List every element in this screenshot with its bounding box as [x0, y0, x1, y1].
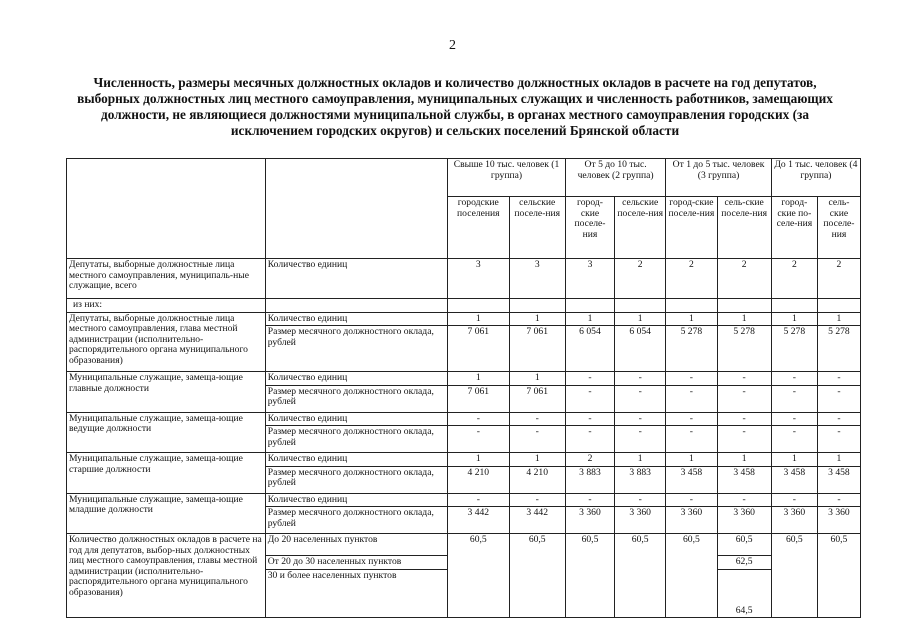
value-cell: 3	[565, 259, 614, 299]
table-row	[67, 299, 861, 313]
value-cell: 3 360	[565, 507, 614, 534]
value-cell: -	[666, 493, 717, 507]
value-cell: -	[666, 385, 717, 412]
row-label: Муниципальные служащие, замеща-ющие главные должности	[67, 372, 266, 413]
value-cell: 1	[448, 372, 509, 386]
value-cell: -	[771, 426, 817, 453]
value-cell: -	[717, 385, 771, 412]
value-cell: 5 278	[717, 326, 771, 372]
value-cell: -	[509, 493, 565, 507]
subheader-cell: сель-ские поселе-ния	[817, 197, 860, 259]
subheader-cell: город-ские по-селе-ния	[771, 197, 817, 259]
empty-cell	[565, 299, 614, 313]
value-cell: -	[717, 426, 771, 453]
value-cell: 6 054	[615, 326, 666, 372]
indicator-label: 30 и более населенных пунктов	[265, 570, 447, 618]
value-cell: 1	[717, 453, 771, 467]
group-header: От 5 до 10 тыс. человек (2 группа)	[565, 159, 665, 197]
value-cell: -	[771, 412, 817, 426]
value-cell: -	[565, 412, 614, 426]
value-cell: 2	[565, 453, 614, 467]
value-cell: 1	[771, 453, 817, 467]
value-cell: 7 061	[509, 385, 565, 412]
value-cell: -	[771, 385, 817, 412]
value-cell: -	[717, 372, 771, 386]
value-cell: -	[615, 493, 666, 507]
value-cell: -	[817, 412, 860, 426]
value-cell: 7 061	[509, 326, 565, 372]
value-cell: 1	[771, 312, 817, 326]
value-cell: 60,5	[666, 534, 717, 618]
row-label: Муниципальные служащие, замеща-ющие старшие должности	[67, 453, 266, 494]
value-cell: 3 883	[565, 466, 614, 493]
value-cell: -	[771, 493, 817, 507]
value-cell: -	[615, 426, 666, 453]
value-cell: 3 458	[666, 466, 717, 493]
value-cell: -	[448, 412, 509, 426]
value-cell: -	[817, 426, 860, 453]
value-cell: -	[448, 493, 509, 507]
value-cell: 7 061	[448, 385, 509, 412]
salary-table	[66, 158, 861, 618]
value-cell: 1	[448, 453, 509, 467]
subheader-cell: сельские поселе-ния	[509, 197, 565, 259]
value-cell: 3 360	[666, 507, 717, 534]
value-cell: 60,5	[817, 534, 860, 618]
value-cell: 4 210	[448, 466, 509, 493]
value-cell: 60,5	[771, 534, 817, 618]
indicator-label: Размер месячного должностного оклада, рублей	[265, 426, 447, 453]
page-number: 2	[449, 38, 456, 53]
empty-cell	[817, 299, 860, 313]
value-cell: -	[666, 372, 717, 386]
value-cell: 1	[717, 312, 771, 326]
group-header: Свыше 10 тыс. человек (1 группа)	[448, 159, 566, 197]
value-cell: 1	[509, 453, 565, 467]
row-label: Депутаты, выборные должностные лица местного самоуправления, муниципаль-ные служащие, всего	[67, 259, 266, 299]
group-header: От 1 до 5 тыс. человек (3 группа)	[666, 159, 772, 197]
row-label: Депутаты, выборные должностные лица местного самоуправления, глава местной администрации (исполнительно-распорядительного органа муниципального образования)	[67, 312, 266, 372]
indicator-label: Количество единиц	[265, 453, 447, 467]
value-cell: -	[615, 412, 666, 426]
value-cell: 60,5	[717, 534, 771, 556]
value-cell: -	[817, 372, 860, 386]
row-label: Муниципальные служащие, замеща-ющие младшие должности	[67, 493, 266, 534]
header-empty-2	[265, 159, 447, 259]
value-cell: 6 054	[565, 326, 614, 372]
value-cell: -	[448, 426, 509, 453]
indicator-label: Размер месячного должностного оклада, рублей	[265, 466, 447, 493]
value-cell: 1	[615, 312, 666, 326]
table-row	[67, 372, 861, 386]
table-row	[67, 259, 861, 299]
indicator-label: Количество единиц	[265, 493, 447, 507]
document-title: Численность, размеры месячных должностных окладов и количество должностных окладов в расчете на год депутатов, выборных должностных лиц местного самоуправления, муниципальных служащих и численность работников, замещающих должности, не являющиеся должностями муниципальной службы, в органах местного самоуправления городских (за исключением городских округов) и сельских поселений Брянской области	[77, 75, 833, 138]
empty-cell	[448, 299, 509, 313]
value-cell: -	[717, 412, 771, 426]
indicator-label: Размер месячного должностного оклада, рублей	[265, 326, 447, 372]
value-cell: 3 458	[771, 466, 817, 493]
row-label: Количество должностных окладов в расчете на год для депутатов, выбор-ных должностных лиц местного самоуправления, главы местной администрации (исполнительно-распорядительного органа муниципального образования)	[67, 534, 266, 618]
value-cell: -	[565, 385, 614, 412]
value-cell: -	[565, 372, 614, 386]
value-cell: 5 278	[771, 326, 817, 372]
value-cell: -	[817, 493, 860, 507]
value-cell: 60,5	[448, 534, 509, 618]
value-cell: -	[817, 385, 860, 412]
indicator-label: До 20 населенных пунктов	[265, 534, 447, 556]
value-cell: 3 883	[615, 466, 666, 493]
value-cell: 1	[565, 312, 614, 326]
value-cell: 2	[817, 259, 860, 299]
value-cell: 7 061	[448, 326, 509, 372]
value-cell: -	[565, 493, 614, 507]
value-cell: 3 360	[817, 507, 860, 534]
value-cell: -	[771, 372, 817, 386]
table-row	[67, 453, 861, 467]
value-cell: 60,5	[509, 534, 565, 618]
value-cell: 3 458	[817, 466, 860, 493]
value-cell: 3 360	[615, 507, 666, 534]
table-row	[67, 412, 861, 426]
value-cell: 1	[509, 372, 565, 386]
value-cell: -	[666, 412, 717, 426]
table-row	[67, 159, 861, 197]
value-cell: 1	[666, 312, 717, 326]
value-cell: 60,5	[615, 534, 666, 618]
indicator-label: Количество единиц	[265, 412, 447, 426]
empty-cell	[666, 299, 717, 313]
of-them-label: из них:	[67, 299, 266, 313]
value-cell: 3 442	[509, 507, 565, 534]
value-cell: 2	[615, 259, 666, 299]
subheader-cell: сель-ские поселе-ния	[717, 197, 771, 259]
value-cell: -	[615, 385, 666, 412]
value-cell: 3 458	[717, 466, 771, 493]
value-cell: 1	[615, 453, 666, 467]
value-cell: 64,5	[717, 570, 771, 618]
value-cell: 3 360	[771, 507, 817, 534]
value-cell: 62,5	[717, 556, 771, 570]
value-cell: 2	[717, 259, 771, 299]
value-cell: 3 442	[448, 507, 509, 534]
subheader-cell: город-ские поселе-ния	[565, 197, 614, 259]
value-cell: -	[666, 426, 717, 453]
value-cell: -	[509, 412, 565, 426]
subheader-cell: городские поселения	[448, 197, 509, 259]
indicator-label: Количество единиц	[265, 372, 447, 386]
row-label: Муниципальные служащие, замеща-ющие ведущие должности	[67, 412, 266, 453]
subheader-cell: город-ские поселе-ния	[666, 197, 717, 259]
indicator-label: Размер месячного должностного оклада, рублей	[265, 507, 447, 534]
value-cell: 1	[666, 453, 717, 467]
header-empty-1	[67, 159, 266, 259]
empty-cell	[509, 299, 565, 313]
value-cell: 1	[509, 312, 565, 326]
value-cell: -	[509, 426, 565, 453]
empty-cell	[771, 299, 817, 313]
value-cell: 5 278	[817, 326, 860, 372]
indicator-label: От 20 до 30 населенных пунктов	[265, 556, 447, 570]
value-cell: 4 210	[509, 466, 565, 493]
value-cell: 2	[666, 259, 717, 299]
value-cell: 1	[448, 312, 509, 326]
value-cell: -	[717, 493, 771, 507]
value-cell: 3	[509, 259, 565, 299]
indicator-label: Размер месячного должностного оклада, рублей	[265, 385, 447, 412]
value-cell: -	[565, 426, 614, 453]
value-cell: 2	[771, 259, 817, 299]
value-cell: -	[615, 372, 666, 386]
value-cell: 1	[817, 453, 860, 467]
value-cell: 1	[817, 312, 860, 326]
table-row	[67, 534, 861, 556]
subheader-cell: сельские поселе-ния	[615, 197, 666, 259]
empty-cell	[717, 299, 771, 313]
table-row	[67, 493, 861, 507]
value-cell: 3	[448, 259, 509, 299]
value-cell: 3 360	[717, 507, 771, 534]
table-row	[67, 312, 861, 326]
indicator-label: Количество единиц	[265, 259, 447, 299]
empty-cell	[615, 299, 666, 313]
value-cell: 5 278	[666, 326, 717, 372]
empty-cell	[265, 299, 447, 313]
group-header: До 1 тыс. человек (4 группа)	[771, 159, 860, 197]
value-cell: 60,5	[565, 534, 614, 618]
indicator-label: Количество единиц	[265, 312, 447, 326]
